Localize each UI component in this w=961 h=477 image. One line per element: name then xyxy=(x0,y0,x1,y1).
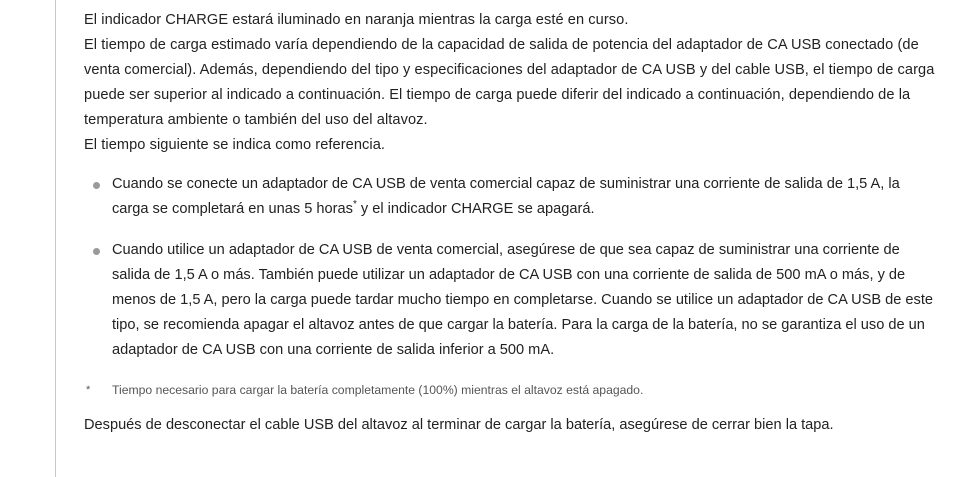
bullet-text-main: Cuando utilice un adaptador de CA USB de venta comercial, asegúrese de que sea capaz de suministrar una corriente de salida de 1,5 A o más. También puede utilizar un adaptador de CA USB con una corriente de salida de 500 mA o más, y de menos de 1,5 A, pero la carga puede tardar mucho tiempo en completarse. Cuando se utilice un adaptador de CA USB de este tipo, se recomienda apagar el altavoz antes de que cargar la batería. Para la carga de la batería, no se garantiza el uso de un adaptador de CA USB con una corriente de salida inferior a 500 mA. xyxy=(112,242,933,358)
left-margin-rule xyxy=(0,0,56,477)
bullet-text-main: Cuando se conecte un adaptador de CA USB de venta comercial capaz de suministrar una corriente de salida de 1,5 A, la carga se completará en unas 5 horas xyxy=(112,176,900,217)
bullet-dot-icon xyxy=(93,248,100,255)
list-item xyxy=(84,172,937,222)
intro-line-2: El tiempo de carga estimado varía dependiendo de la capacidad de salida de potencia del adaptador de CA USB conectado (de venta comercial). Además, dependiendo del tipo y especificaciones del adaptador de CA USB y del cable USB, el tiempo de carga puede ser superior al indicado a continuación. El tiempo de carga puede diferir del indicado a continuación, dependiendo de la temperatura ambiente o también del uso del altavoz. xyxy=(84,37,935,128)
footnote-reference-marker: * xyxy=(352,199,357,211)
closing-paragraph xyxy=(84,413,937,438)
intro-paragraphs xyxy=(84,8,937,158)
bullet-list xyxy=(84,172,937,363)
intro-line-3: El tiempo siguiente se indica como referencia. xyxy=(84,137,386,153)
footnote xyxy=(84,381,937,399)
bullet-text-tail: y el indicador CHARGE se apagará. xyxy=(356,201,595,217)
footnote-mark: * xyxy=(86,384,91,396)
intro-line-1: El indicador CHARGE estará iluminado en naranja mientras la carga esté en curso. xyxy=(84,12,629,28)
closing-text: Después de desconectar el cable USB del altavoz al terminar de cargar la batería, asegúrese de cerrar bien la tapa. xyxy=(84,417,834,433)
bullet-dot-icon xyxy=(93,182,100,189)
footnote-text: Tiempo necesario para cargar la batería completamente (100%) mientras el altavoz está apagado. xyxy=(112,383,644,397)
document-content xyxy=(56,0,961,477)
list-item xyxy=(84,238,937,363)
